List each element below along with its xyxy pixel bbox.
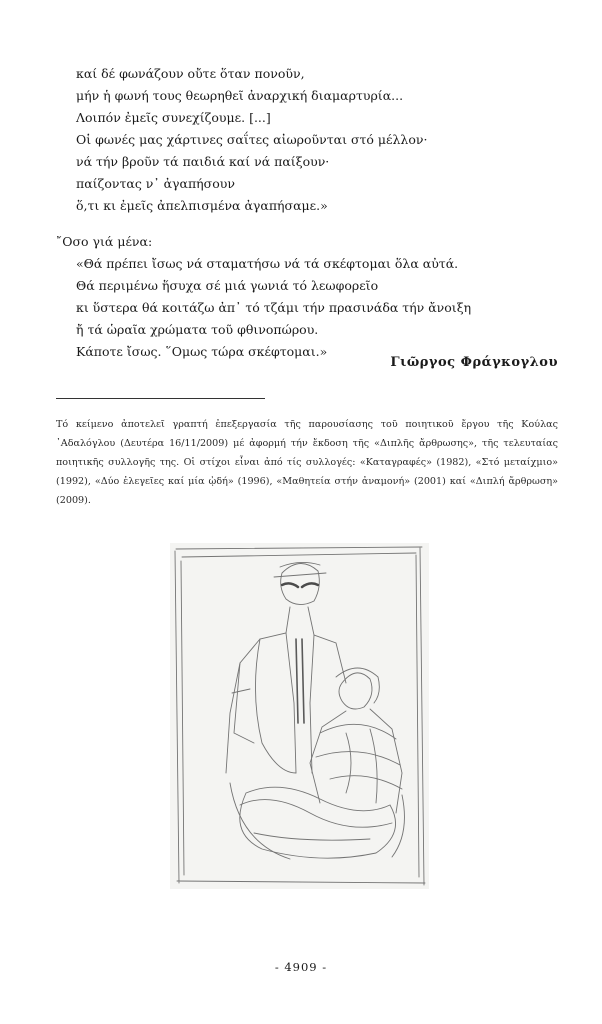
poem-line: παίζοντας ν᾿ ἀγαπήσουν [76,176,235,191]
footnote-divider [56,398,265,399]
intro-line: ῎Οσο γιά μένα: [56,234,153,249]
poem-line: Λοιπόν ἐμεῖς συνεχίζουμε. [...] [76,110,271,125]
author-signature: Γιῶργος Φράγκογλου [390,355,558,370]
poem-line: κι ὕστερα θά κοιτάζω ἀπ᾿ τό τζάμι τήν πρασινάδα τήν ἄνοιξη [76,300,472,315]
poem-line: Κάποτε ἴσως. ῞Ομως τώρα σκέφτομαι.» [76,344,328,359]
poem-line: «Θά πρέπει ἴσως νά σταματήσω νά τά σκέφτομαι ὅλα αὐτά. [76,256,459,271]
poem-line: ὅ,τι κι ἐμεῖς ἀπελπισμένα ἀγαπήσαμε.» [76,198,328,213]
poem-line: ἤ τά ὡραῖα χρώματα τοῦ φθινοπώρου. [76,322,319,337]
footnote-text: Τό κείμενο ἀποτελεῖ γραπτή ἐπεξεργασία τῆς παρουσίασης τοῦ ποιητικοῦ ἔργου τῆς Κούλας ᾿Αδαλόγλου (Δευτέρα 16/11/2009) μέ ἀφορμή τήν ἔκδοση τῆς «Διπλῆς ἄρθρωσης», τῆς τελευταίας ποιητικῆς συλλογῆς της. Οἱ στίχοι εἶναι ἀπό τίς συλλογές: «Καταγραφές» (1982), «Στό μεταίχμιο» (1992), «Δύο ἐλεγεῖες καί μία ᾠδή» (1996), «Μαθητεία στήν ἀναμονή» (2001) καί «Διπλή ἄρθρωση» (2009). [56,419,558,506]
poem-line: μήν ἡ φωνή τους θεωρηθεῖ ἀναρχική διαμαρτυρία... [76,88,404,103]
poem-line: καί δέ φωνάζουν οὔτε ὅταν πονοῦν, [76,66,305,81]
poem-line: Θά περιμένω ἥσυχα σέ μιά γωνιά τό λεωφορεῖο [76,278,379,293]
poem-stanza-1 [76,63,556,217]
pencil-sketch-illustration [170,543,429,889]
poem-stanza-2 [76,253,556,363]
poem-line: νά τήν βροῦν τά παιδιά καί νά παίξουν· [76,154,330,169]
page-number: - 4909 - [274,960,328,974]
poem-line: Οἱ φωνές μας χάρτινες σαΐτες αἰωροῦνται στό μέλλον· [76,132,428,147]
